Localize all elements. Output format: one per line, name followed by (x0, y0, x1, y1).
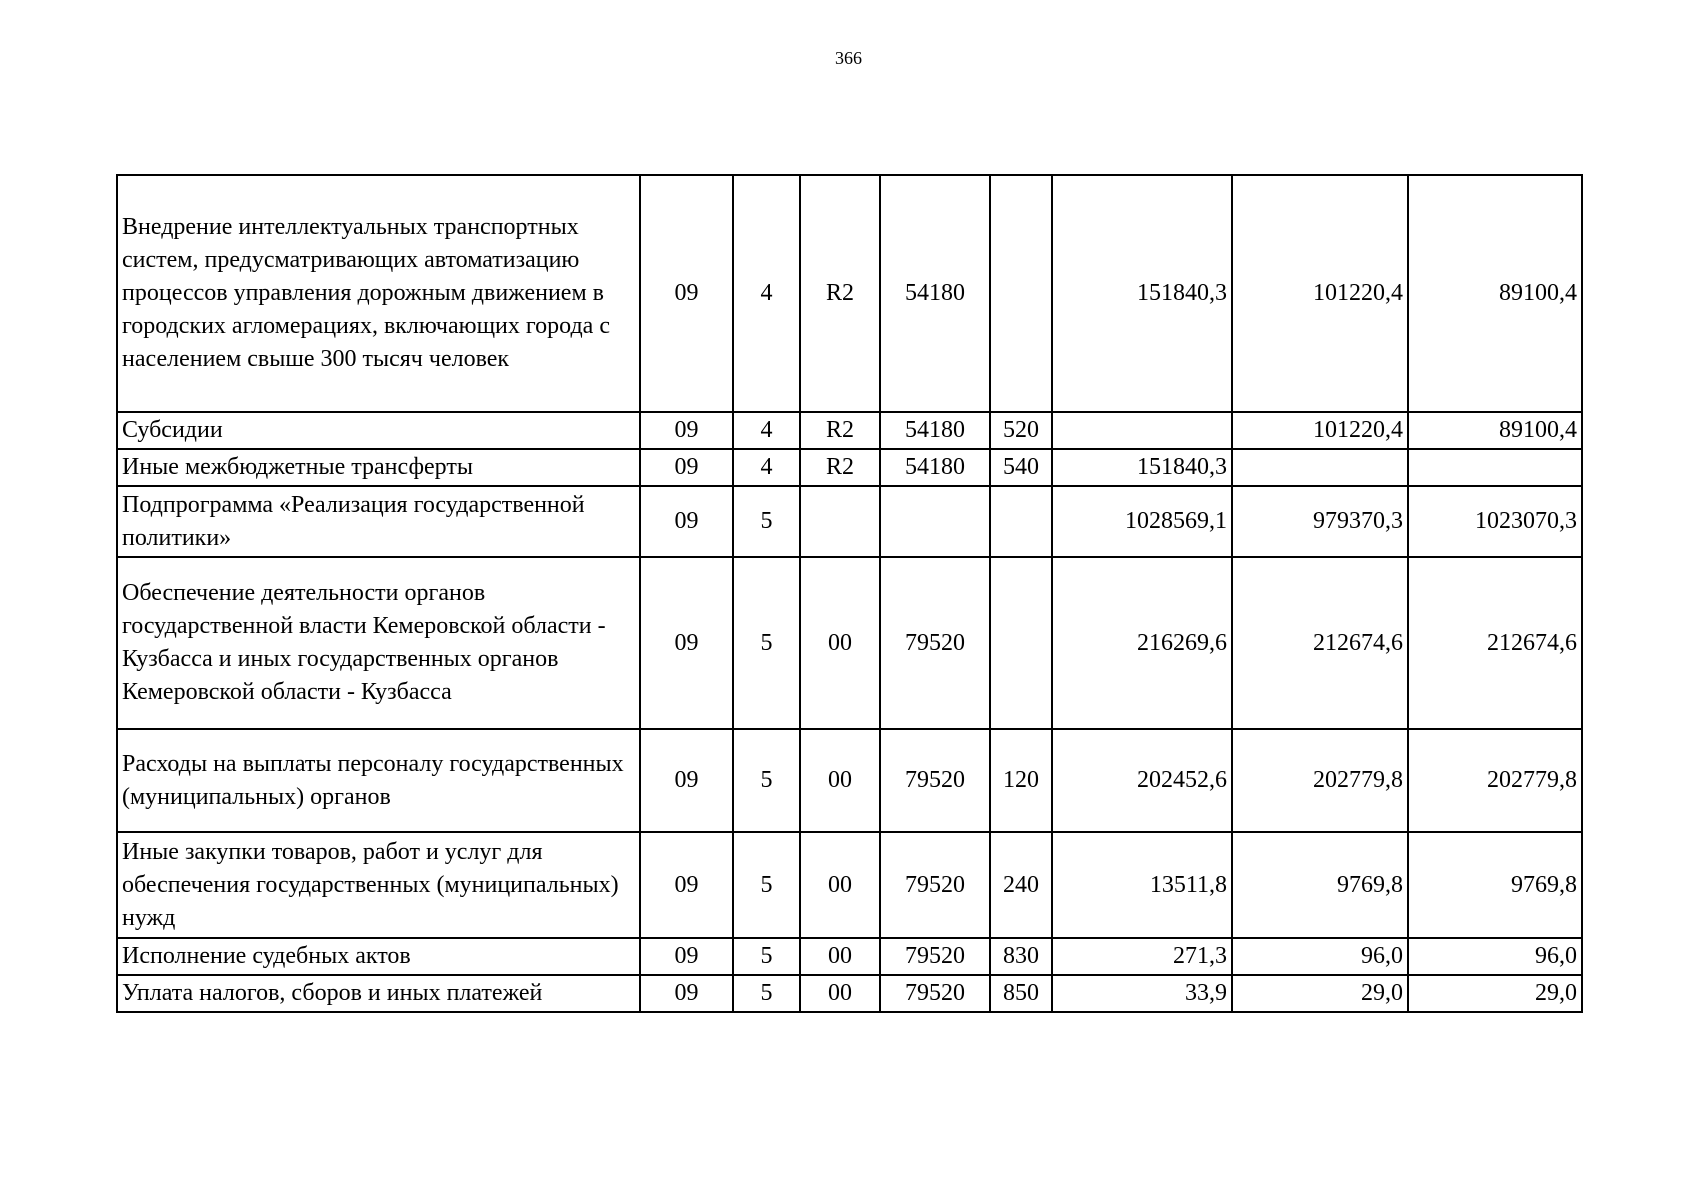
code-article: 79520 (880, 729, 990, 832)
value-year-1: 151840,3 (1052, 449, 1232, 486)
row-name: Уплата налогов, сборов и иных платежей (117, 975, 640, 1012)
code-subprogram: 5 (733, 975, 800, 1012)
value-year-3: 202779,8 (1408, 729, 1582, 832)
value-year-1: 151840,3 (1052, 175, 1232, 412)
value-year-2 (1232, 449, 1408, 486)
code-expense-type (990, 486, 1052, 557)
code-subprogram: 5 (733, 557, 800, 729)
code-subprogram: 5 (733, 486, 800, 557)
code-expense-type: 240 (990, 832, 1052, 938)
code-subprogram: 4 (733, 412, 800, 449)
code-section: 09 (640, 938, 733, 975)
value-year-3: 1023070,3 (1408, 486, 1582, 557)
code-direction: 00 (800, 975, 880, 1012)
value-year-2: 212674,6 (1232, 557, 1408, 729)
table-row (117, 412, 1582, 449)
value-year-1: 216269,6 (1052, 557, 1232, 729)
value-year-2: 101220,4 (1232, 412, 1408, 449)
code-direction: 00 (800, 938, 880, 975)
value-year-3: 89100,4 (1408, 175, 1582, 412)
value-year-1: 13511,8 (1052, 832, 1232, 938)
table-row (117, 175, 1582, 412)
value-year-3 (1408, 449, 1582, 486)
value-year-2: 96,0 (1232, 938, 1408, 975)
page-number: 366 (835, 48, 862, 68)
value-year-2: 101220,4 (1232, 175, 1408, 412)
value-year-1 (1052, 412, 1232, 449)
row-name: Подпрограмма «Реализация государственной политики» (117, 486, 640, 557)
code-direction: 00 (800, 729, 880, 832)
value-year-2: 979370,3 (1232, 486, 1408, 557)
code-direction: R2 (800, 175, 880, 412)
value-year-2: 29,0 (1232, 975, 1408, 1012)
code-section: 09 (640, 557, 733, 729)
table-row (117, 557, 1582, 729)
code-section: 09 (640, 975, 733, 1012)
value-year-3: 29,0 (1408, 975, 1582, 1012)
code-expense-type (990, 557, 1052, 729)
code-direction (800, 486, 880, 557)
row-name: Исполнение судебных актов (117, 938, 640, 975)
table-row (117, 729, 1582, 832)
value-year-1: 33,9 (1052, 975, 1232, 1012)
code-subprogram: 4 (733, 449, 800, 486)
code-article: 54180 (880, 449, 990, 486)
code-article: 54180 (880, 412, 990, 449)
code-article: 79520 (880, 975, 990, 1012)
code-article: 54180 (880, 175, 990, 412)
code-direction: 00 (800, 832, 880, 938)
row-name: Иные закупки товаров, работ и услуг для обеспечения государственных (муниципальных) нужд (117, 832, 640, 938)
code-section: 09 (640, 486, 733, 557)
code-expense-type: 120 (990, 729, 1052, 832)
code-section: 09 (640, 412, 733, 449)
value-year-2: 9769,8 (1232, 832, 1408, 938)
code-section: 09 (640, 175, 733, 412)
row-name: Иные межбюджетные трансферты (117, 449, 640, 486)
code-direction: R2 (800, 449, 880, 486)
table-row (117, 486, 1582, 557)
table-row (117, 938, 1582, 975)
code-article: 79520 (880, 832, 990, 938)
value-year-1: 1028569,1 (1052, 486, 1232, 557)
value-year-3: 96,0 (1408, 938, 1582, 975)
row-name: Внедрение интеллектуальных транспортных систем, предусматривающих автоматизацию процессов управления дорожным движением в городских агломерациях, включающих города с населением свыше 300 тысяч человек (117, 175, 640, 412)
value-year-3: 89100,4 (1408, 412, 1582, 449)
code-section: 09 (640, 729, 733, 832)
code-subprogram: 5 (733, 832, 800, 938)
row-name: Расходы на выплаты персоналу государственных (муниципальных) органов (117, 729, 640, 832)
code-article: 79520 (880, 557, 990, 729)
row-name: Обеспечение деятельности органов государственной власти Кемеровской области - Кузбасса и иных государственных органов Кемеровской области - Кузбасса (117, 557, 640, 729)
code-subprogram: 5 (733, 938, 800, 975)
code-expense-type: 520 (990, 412, 1052, 449)
table-row (117, 975, 1582, 1012)
code-expense-type (990, 175, 1052, 412)
value-year-1: 202452,6 (1052, 729, 1232, 832)
code-direction: 00 (800, 557, 880, 729)
code-section: 09 (640, 449, 733, 486)
value-year-3: 212674,6 (1408, 557, 1582, 729)
code-expense-type: 830 (990, 938, 1052, 975)
code-expense-type: 540 (990, 449, 1052, 486)
budget-table (116, 174, 1583, 1013)
value-year-3: 9769,8 (1408, 832, 1582, 938)
table-row (117, 832, 1582, 938)
row-name: Субсидии (117, 412, 640, 449)
code-expense-type: 850 (990, 975, 1052, 1012)
value-year-1: 271,3 (1052, 938, 1232, 975)
value-year-2: 202779,8 (1232, 729, 1408, 832)
code-article: 79520 (880, 938, 990, 975)
code-direction: R2 (800, 412, 880, 449)
table-row (117, 449, 1582, 486)
code-subprogram: 4 (733, 175, 800, 412)
code-article (880, 486, 990, 557)
code-subprogram: 5 (733, 729, 800, 832)
code-section: 09 (640, 832, 733, 938)
